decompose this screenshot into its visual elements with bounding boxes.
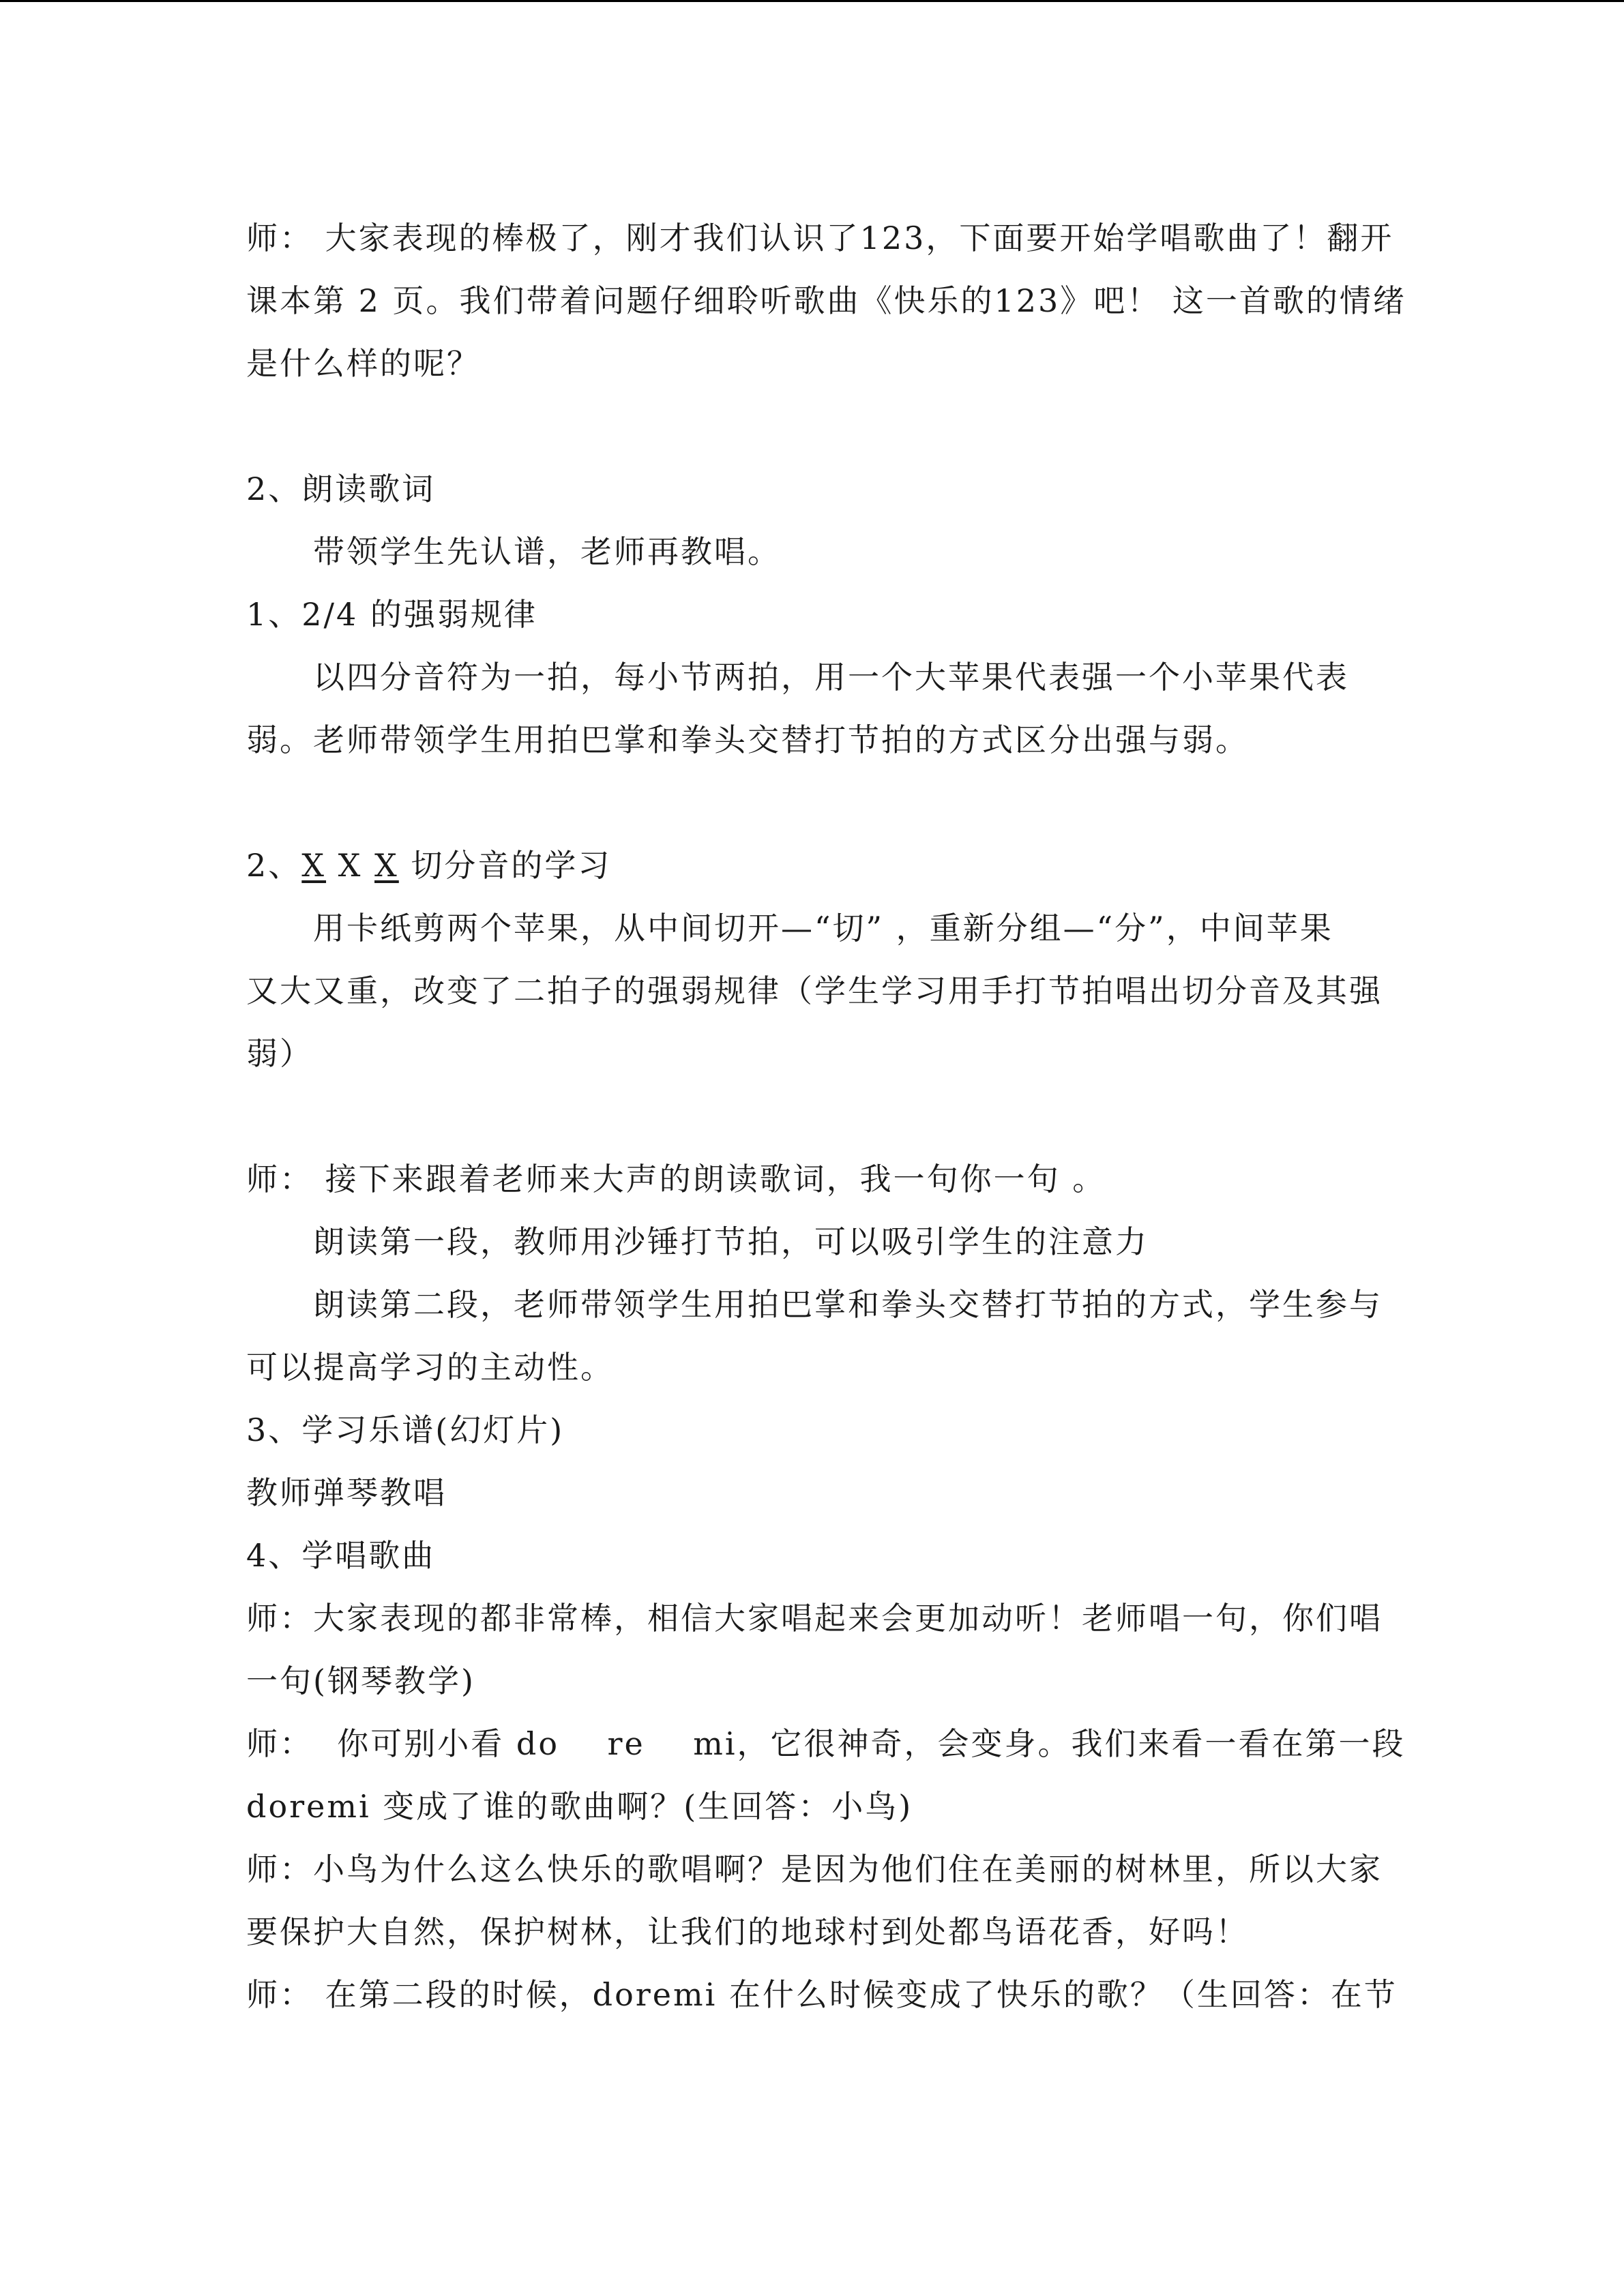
text-line: 是什么样的呢？ — [246, 345, 480, 382]
blank-line — [246, 1085, 1385, 1148]
heading-prefix: 2、 — [246, 847, 302, 884]
text-line: 以四分音符为一拍，每小节两拍，用一个大苹果代表强一个小苹果代表 — [313, 659, 1349, 696]
text-line: 教师弹琴教唱 — [246, 1474, 447, 1511]
section-heading: 2、朗读歌词 — [246, 471, 436, 507]
text-line: 师： 你可别小看 do re mi，它很神奇，会变身。我们来看一看在第一段 — [246, 1725, 1406, 1762]
text-line: 又大又重，改变了二拍子的强弱规律（学生学习用手打节拍唱出切分音及其强 — [246, 972, 1383, 1009]
section-heading: 1、2/4 的强弱规律 — [246, 596, 537, 633]
text-line: 师：小鸟为什么这么快乐的歌唱啊？是因为他们住在美丽的树林里，所以大家 — [246, 1851, 1383, 1888]
section-heading: 4、学唱歌曲 — [246, 1537, 436, 1574]
text-line: 一句(钢琴教学) — [246, 1663, 475, 1699]
blank-line — [246, 395, 1385, 458]
section-heading — [246, 834, 1385, 897]
document-body — [246, 207, 1406, 2026]
text-line: 可以提高学习的主动性。 — [246, 1349, 614, 1386]
text-line: 带领学生先认谱，老师再教唱。 — [313, 533, 781, 570]
text-line: 弱） — [246, 1035, 313, 1072]
text-line: 师： 大家表现的棒极了，刚才我们认识了123，下面要开始学唱歌曲了！翻开 — [246, 220, 1394, 256]
rhythm-note-underlined: X — [301, 847, 327, 884]
rhythm-note-underlined: X — [374, 847, 399, 884]
text-line: 课本第 2 页。我们带着问题仔细聆听歌曲《快乐的123》吧！ 这一首歌的情绪 — [246, 282, 1406, 319]
text-line: 师： 接下来跟着老师来大声的朗读歌词，我一句你一句 。 — [246, 1161, 1106, 1197]
text-line: 用卡纸剪两个苹果，从中间切开—“切” ，重新分组—“分”，中间苹果 — [313, 910, 1333, 946]
text-line: 师： 在第二段的时候，doremi 在什么时候变成了快乐的歌？（生回答：在节 — [246, 1976, 1398, 2013]
blank-line — [246, 771, 1385, 834]
text-line: 师：大家表现的都非常棒，相信大家唱起来会更加动听！老师唱一句，你们唱 — [246, 1600, 1383, 1637]
rhythm-note: X — [338, 847, 363, 884]
section-heading: 3、学习乐谱(幻灯片) — [246, 1412, 565, 1448]
heading-text: 切分音的学习 — [411, 847, 612, 884]
text-line: 弱。老师带领学生用拍巴掌和拳头交替打节拍的方式区分出强与弱。 — [246, 721, 1249, 758]
text-line: 朗读第二段，老师带领学生用拍巴掌和拳头交替打节拍的方式，学生参与 — [313, 1286, 1383, 1323]
text-line: doremi 变成了谁的歌曲啊？(生回答：小鸟) — [246, 1788, 913, 1825]
text-line: 要保护大自然，保护树林，让我们的地球村到处都鸟语花香，好吗！ — [246, 1913, 1249, 1950]
text-line: 朗读第一段，教师用沙锤打节拍，可以吸引学生的注意力 — [313, 1223, 1149, 1260]
